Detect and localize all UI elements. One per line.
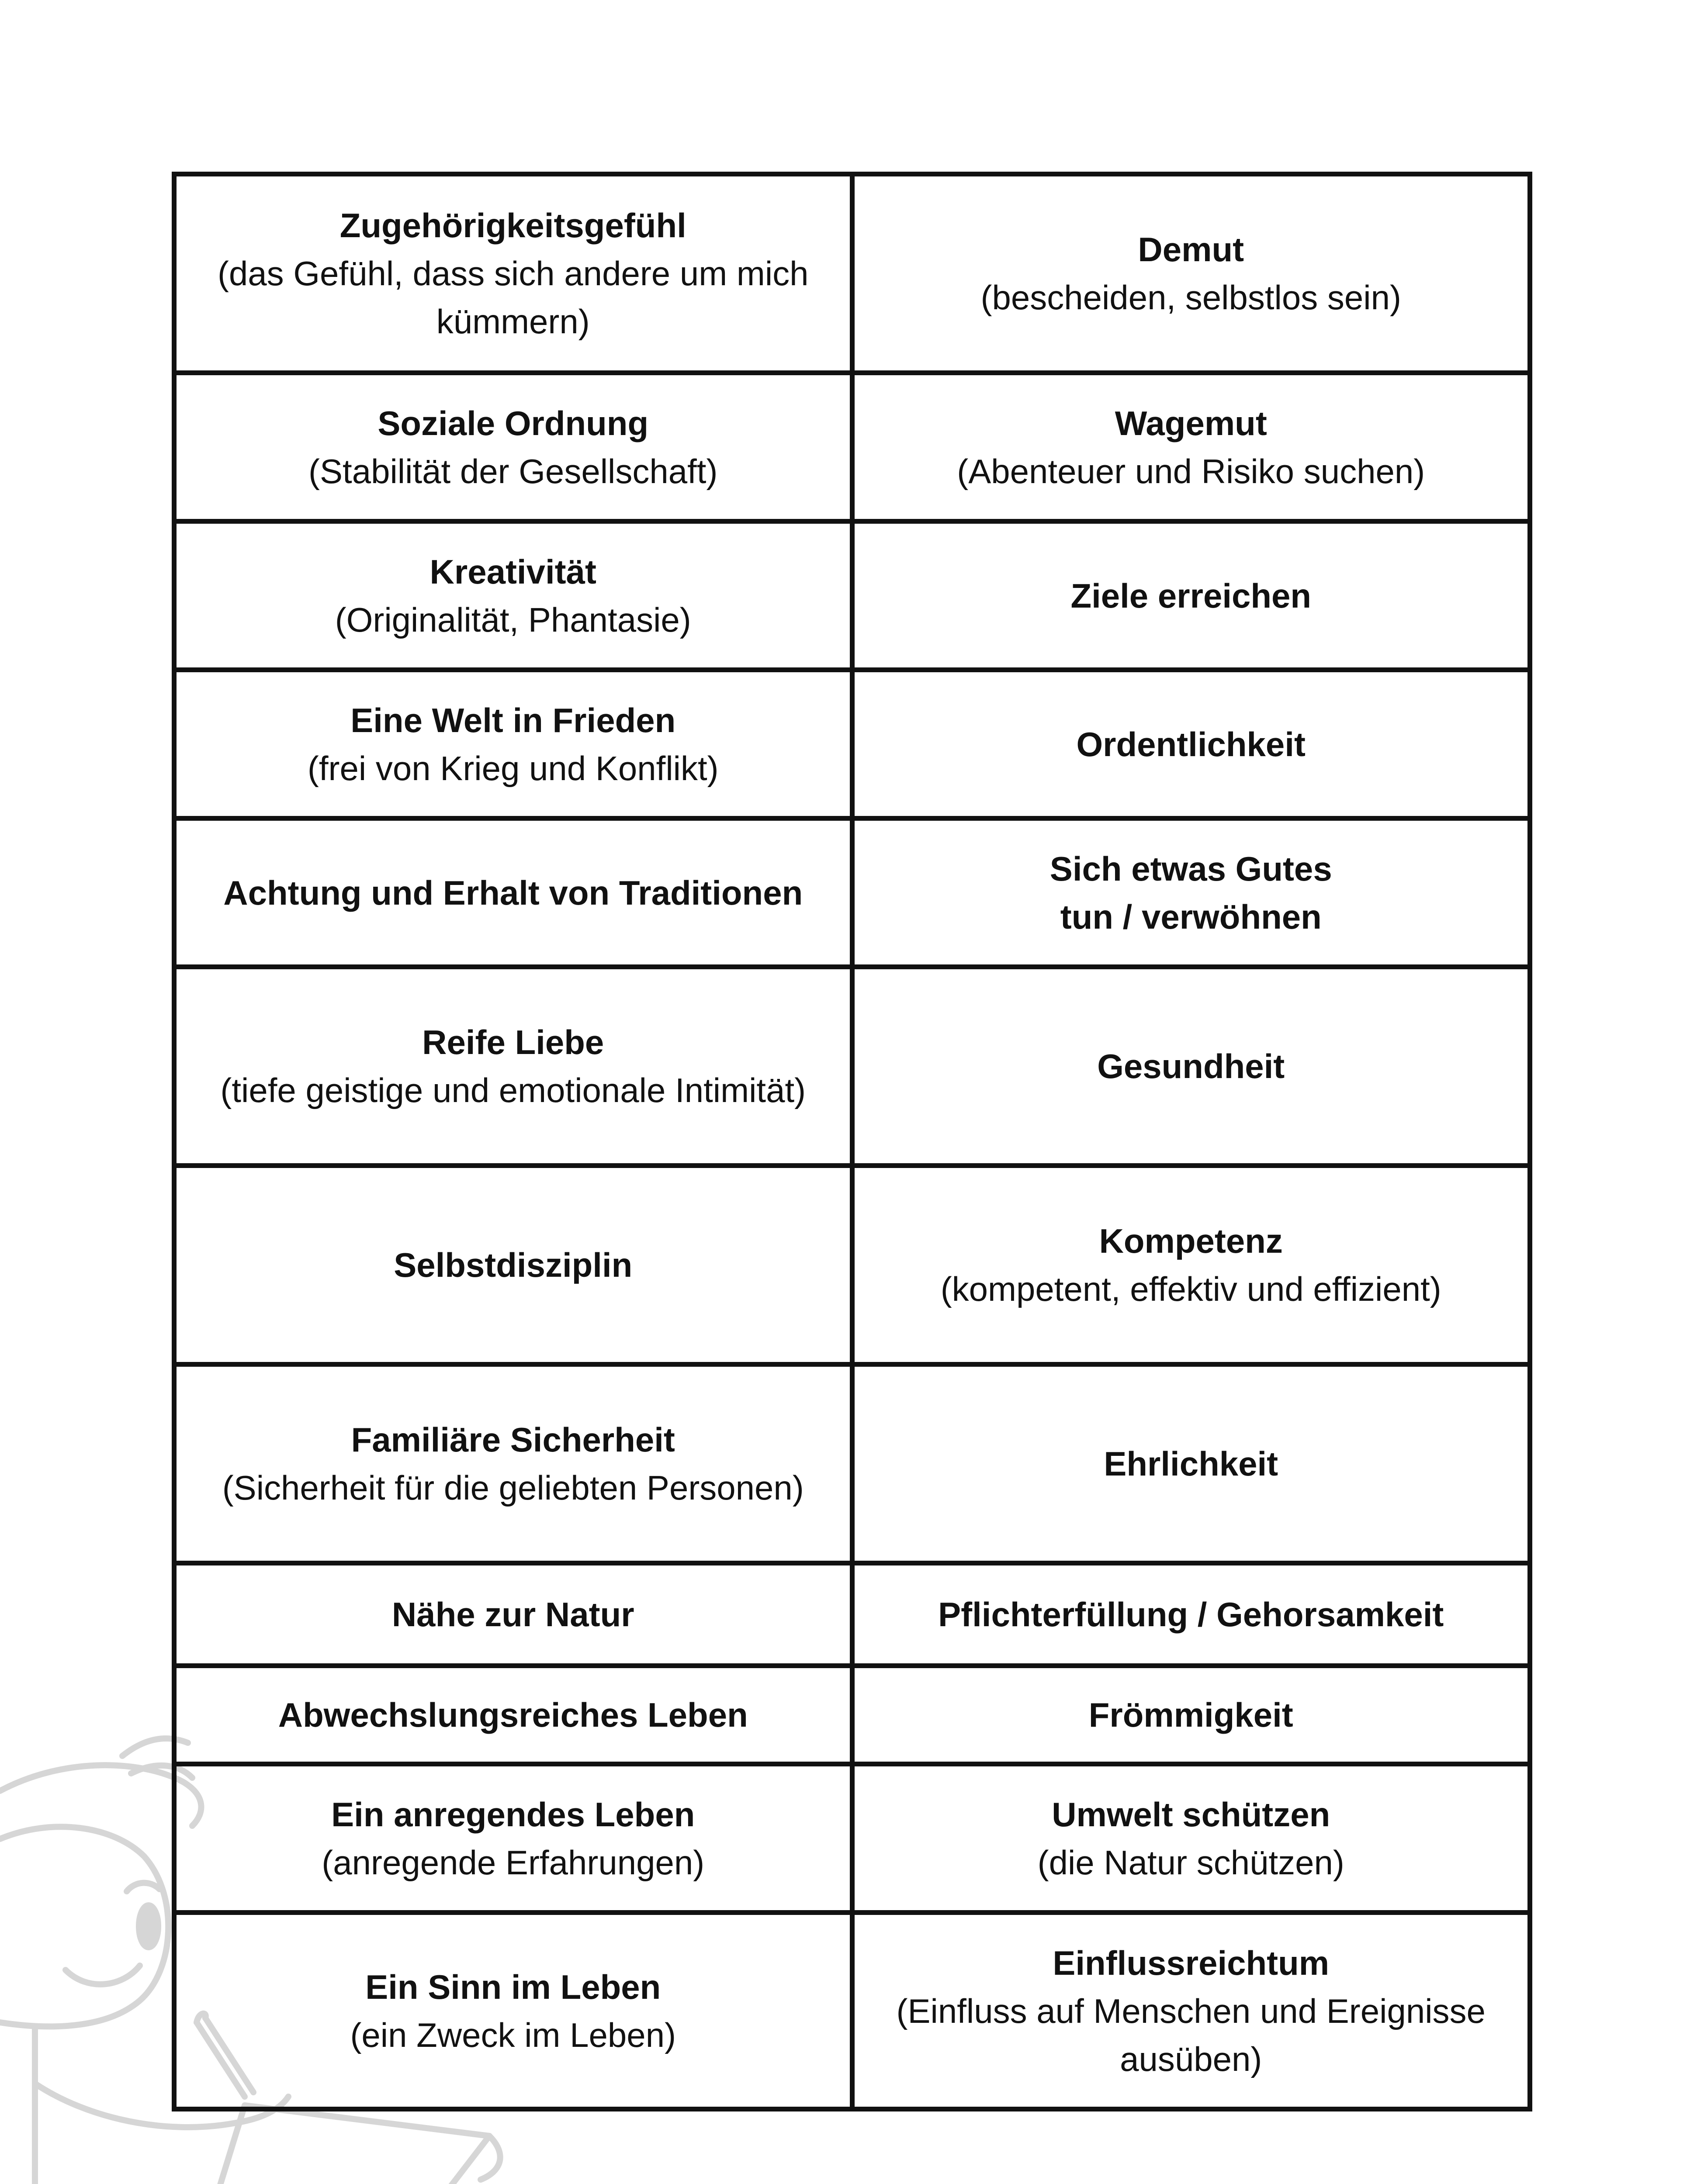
table-row	[174, 1563, 1530, 1666]
value-title: Achtung und Erhalt von Traditionen	[223, 873, 803, 912]
value-title: Wagemut	[1115, 404, 1267, 442]
table-row	[174, 670, 1530, 819]
value-title: Ordentlichkeit	[1076, 725, 1306, 764]
value-title: Einflussreichtum	[1053, 1943, 1330, 1982]
value-title: Zugehörigkeitsgefühl	[339, 206, 686, 245]
value-title: Nähe zur Natur	[391, 1595, 634, 1634]
value-title: Ein Sinn im Leben	[365, 1967, 661, 2006]
value-description: (anregende Erfahrungen)	[322, 1843, 705, 1882]
value-cell	[852, 1563, 1530, 1666]
value-title: Familiäre Sicherheit	[351, 1420, 675, 1459]
value-title: Ehrlichkeit	[1104, 1444, 1278, 1483]
value-description: (frei von Krieg und Konflikt)	[307, 749, 719, 788]
table-row	[174, 522, 1530, 670]
value-title: Umwelt schützen	[1052, 1795, 1330, 1834]
value-title: Frömmigkeit	[1088, 1696, 1293, 1734]
value-cell	[174, 1913, 852, 2109]
value-cell	[852, 670, 1530, 819]
value-title: Selbstdisziplin	[394, 1246, 633, 1284]
table-row	[174, 1365, 1530, 1563]
value-cell	[852, 1365, 1530, 1563]
value-title: Soziale Ordnung	[378, 404, 649, 442]
value-cell	[174, 174, 852, 373]
value-cell	[852, 1166, 1530, 1365]
value-title: Sich etwas Gutes tun / verwöhnen	[1049, 849, 1332, 936]
values-table	[172, 172, 1532, 2111]
table-row	[174, 1166, 1530, 1365]
value-description: (Einfluss auf Menschen und Ereignisse ausüben)	[896, 1991, 1486, 2078]
table-row	[174, 373, 1530, 522]
value-cell	[174, 373, 852, 522]
value-cell	[174, 1563, 852, 1666]
value-description: (Stabilität der Gesellschaft)	[308, 452, 718, 491]
value-description: (Originalität, Phantasie)	[335, 600, 691, 639]
value-cell	[852, 1666, 1530, 1764]
value-cell	[174, 670, 852, 819]
table-row	[174, 1913, 1530, 2109]
value-cell	[852, 1764, 1530, 1913]
value-cell	[174, 1666, 852, 1764]
value-description: (die Natur schützen)	[1037, 1843, 1344, 1882]
value-description: (bescheiden, selbstlos sein)	[980, 278, 1401, 317]
table-row	[174, 1666, 1530, 1764]
value-title: Eine Welt in Frieden	[350, 701, 676, 740]
table-row	[174, 819, 1530, 967]
values-table-body	[174, 174, 1530, 2109]
value-title: Ziele erreichen	[1070, 576, 1312, 615]
value-title: Gesundheit	[1097, 1047, 1285, 1085]
value-cell	[852, 174, 1530, 373]
value-cell	[174, 522, 852, 670]
value-cell	[852, 967, 1530, 1166]
table-row	[174, 174, 1530, 373]
value-title: Kompetenz	[1099, 1222, 1283, 1260]
value-title: Ein anregendes Leben	[331, 1795, 695, 1834]
value-description: (tiefe geistige und emotionale Intimität)	[220, 1071, 806, 1109]
value-cell	[852, 522, 1530, 670]
value-title: Kreativität	[429, 552, 596, 591]
value-cell	[852, 373, 1530, 522]
value-description: (ein Zweck im Leben)	[350, 2015, 676, 2054]
value-title: Abwechslungsreiches Leben	[278, 1696, 748, 1734]
value-description: (Sicherheit für die geliebten Personen)	[222, 1469, 804, 1507]
table-row	[174, 1764, 1530, 1913]
value-cell	[852, 1913, 1530, 2109]
value-cell	[174, 1365, 852, 1563]
value-description: (kompetent, effektiv und effizient)	[940, 1270, 1441, 1308]
value-cell	[174, 967, 852, 1166]
value-title: Reife Liebe	[422, 1023, 604, 1061]
value-cell	[852, 819, 1530, 967]
value-description: (das Gefühl, dass sich andere um mich kümmern)	[217, 254, 809, 341]
value-cell	[174, 819, 852, 967]
table-row	[174, 967, 1530, 1166]
value-description: (Abenteuer und Risiko suchen)	[957, 452, 1425, 491]
value-cell	[174, 1166, 852, 1365]
value-cell	[174, 1764, 852, 1913]
value-title: Demut	[1138, 230, 1244, 269]
value-title: Pflichterfüllung / Gehorsamkeit	[938, 1595, 1444, 1634]
